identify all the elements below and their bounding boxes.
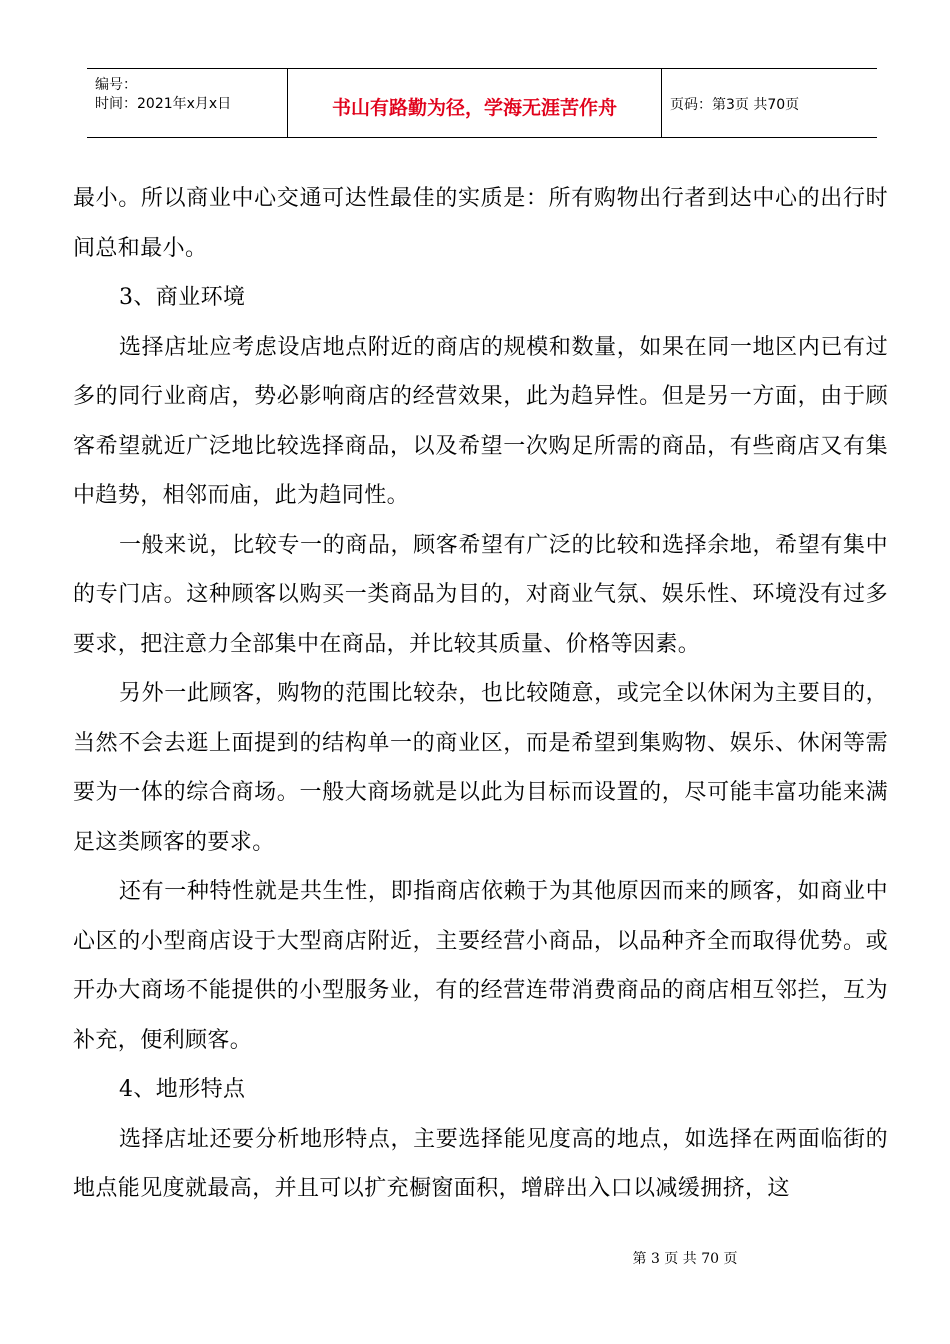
paragraph: 一般来说，比较专一的商品，顾客希望有广泛的比较和选择余地，希望有集中的专门店。这种顾客以购买一类商品为目的，对商业气氛、娱乐性、环境没有过多要求，把注意力全部集中在商品，并比较其质量、价格等因素。 <box>73 532 888 657</box>
header-page-cell <box>662 69 877 137</box>
document-header <box>87 68 877 138</box>
header-page-info: 页码：第3页 共70页 <box>670 97 800 113</box>
number-label: 编号： <box>95 77 137 93</box>
paragraph: 另外一此顾客，购物的范围比较杂，也比较随意，或完全以休闲为主要目的，当然不会去逛上面提到的结构单一的商业区，而是希望到集购物、娱乐、休闲等需要为一体的综合商场。一般大商场就是以此为目标而设置的，尽可能丰富功能来满足这类顾客的要求。 <box>73 681 888 855</box>
time-label: 时间：2021年x月x日 <box>95 96 232 112</box>
section-heading-terrain: 4、地形特点 <box>119 1077 246 1102</box>
header-meta-cell <box>87 69 288 137</box>
document-body <box>73 174 888 1214</box>
paragraph-continued: 最小。所以商业中心交通可达性最佳的实质是：所有购物出行者到达中心的出行时间总和最小。 <box>73 186 888 261</box>
paragraph: 选择店址还要分析地形特点，主要选择能见度高的地点，如选择在两面临街的地点能见度就最高，并且可以扩充橱窗面积，增辟出入口以减缓拥挤，这 <box>73 1126 888 1201</box>
page-footer <box>0 1248 950 1268</box>
header-motto-cell <box>288 69 662 137</box>
footer-page-number: 第 3 页 共 70 页 <box>632 1251 738 1267</box>
paragraph: 还有一种特性就是共生性，即指商店依赖于为其他原因而来的顾客，如商业中心区的小型商店设于大型商店附近，主要经营小商品，以品种齐全而取得优势。或开办大商场不能提供的小型服务业，有的经营连带消费商品的商店相互邻拦，互为补充，便利顾客。 <box>73 879 888 1053</box>
motto-text: 书山有路勤为径，学海无涯苦作舟 <box>331 97 617 119</box>
section-heading-business-environment: 3、商业环境 <box>119 285 246 310</box>
paragraph: 选择店址应考虑设店地点附近的商店的规模和数量，如果在同一地区内已有过多的同行业商店，势必影响商店的经营效果，此为趋异性。但是另一方面，由于顾客希望就近广泛地比较选择商品，以及希望一次购足所需的商品，有些商店又有集中趋势，相邻而庙，此为趋同性。 <box>73 334 888 508</box>
